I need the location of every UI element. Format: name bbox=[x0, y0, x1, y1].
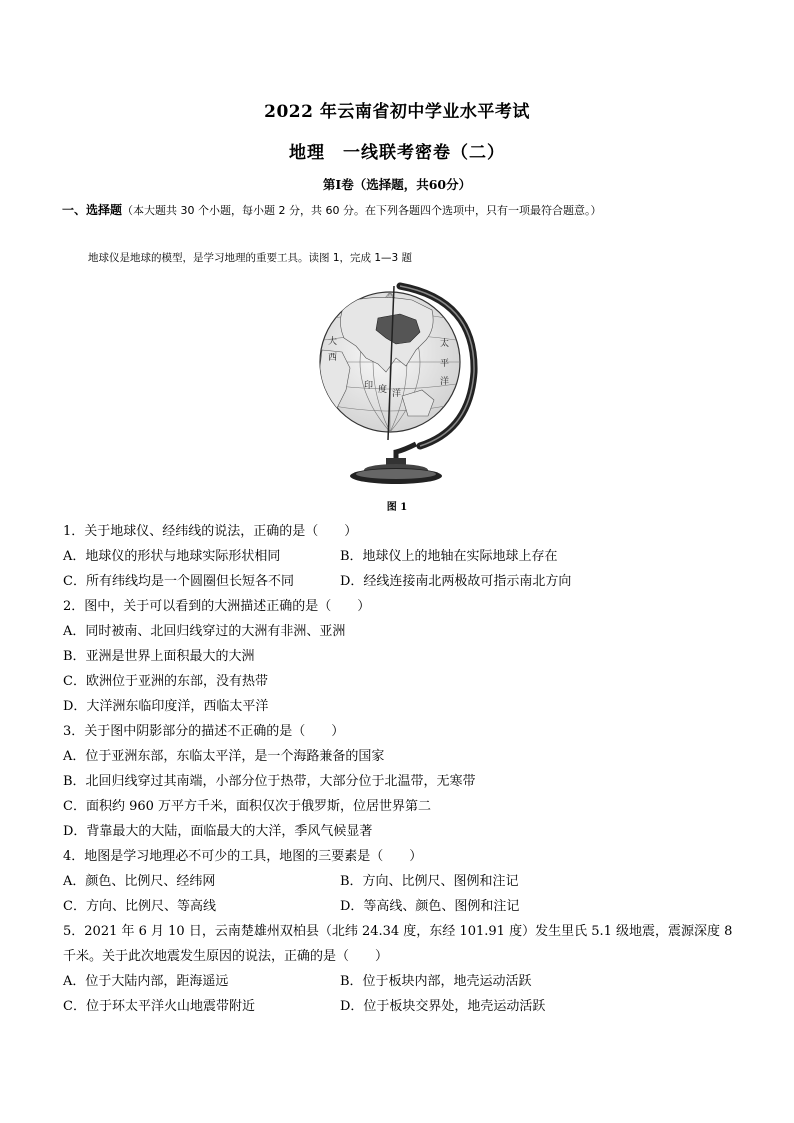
question-item bbox=[63, 844, 735, 919]
answer-option: D．大洋洲东临印度洋，西临太平洋 bbox=[63, 699, 269, 714]
answer-option: B．北回归线穿过其南端，小部分位于热带，大部分位于北温带，无寒带 bbox=[63, 774, 476, 789]
answer-option: B．亚洲是世界上面积最大的大洲 bbox=[63, 649, 255, 664]
part-heading: 第Ⅰ卷（选择题，共60分） bbox=[322, 177, 472, 192]
question-item bbox=[63, 719, 735, 844]
question-list bbox=[63, 519, 735, 1019]
answer-option: B．方向、比例尺、图例和注记 bbox=[340, 874, 519, 889]
globe-figure bbox=[316, 280, 478, 490]
answer-option: C．位于环太平洋火山地震带附近 bbox=[63, 999, 255, 1014]
question-stem: 1．关于地球仪、经纬线的说法，正确的是（ ） bbox=[63, 524, 358, 539]
answer-option: C．欧洲位于亚洲的东部，没有热带 bbox=[63, 674, 268, 689]
question-stem: 4．地图是学习地理必不可少的工具，地图的三要素是（ ） bbox=[63, 849, 423, 864]
globe-illustration bbox=[316, 280, 478, 490]
answer-option: A．颜色、比例尺、经纬网 bbox=[63, 874, 216, 889]
answer-option: D．等高线、颜色、图例和注记 bbox=[340, 899, 520, 914]
answer-option: B．地球仪上的地轴在实际地球上存在 bbox=[340, 549, 558, 564]
option-row bbox=[63, 969, 735, 994]
option-row bbox=[63, 894, 735, 919]
answer-option: C．所有纬线均是一个圆圈但长短各不同 bbox=[63, 574, 294, 589]
answer-option: C．面积约 960 万平方千米，面积仅次于俄罗斯，位居世界第二 bbox=[63, 799, 432, 814]
globe-label: 太 bbox=[440, 339, 450, 349]
globe-label: 平 bbox=[440, 359, 450, 369]
answer-option: D．背靠最大的大陆，面临最大的大洋，季风气候显著 bbox=[63, 824, 373, 839]
question-item bbox=[63, 594, 735, 719]
answer-option: A．位于大陆内部，距海遥远 bbox=[63, 974, 229, 989]
option-row bbox=[63, 544, 735, 569]
answer-option: A．同时被南、北回归线穿过的大洲有非洲、亚洲 bbox=[63, 624, 346, 639]
question-stem: 5．2021 年 6 月 10 日，云南楚雄州双柏县（北纬 24.34 度，东经 101.91 度）发生里氏 5.1 级地震，震源深度 8 千米。关于此次地震发生原因的说法，正确的是（ ） bbox=[63, 924, 733, 964]
section-heading: 一、选择题 bbox=[62, 203, 123, 217]
question-stem: 3．关于图中阴影部分的描述不正确的是（ ） bbox=[63, 724, 345, 739]
globe-label: 大 bbox=[328, 337, 338, 347]
answer-option: A．地球仪的形状与地球实际形状相同 bbox=[63, 549, 281, 564]
question-stem: 2．图中，关于可以看到的大洲描述正确的是（ ） bbox=[63, 599, 371, 614]
section-instructions bbox=[62, 198, 734, 223]
figure-caption: 图 1 bbox=[386, 502, 408, 513]
option-row bbox=[63, 869, 735, 894]
question-item bbox=[63, 519, 735, 594]
globe-label: 印 bbox=[364, 381, 374, 391]
question-intro: 地球仪是地球的模型，是学习地理的重要工具。读图 1，完成 1—3 题 bbox=[88, 252, 413, 264]
section-description: （本大题共 30 个小题，每小题 2 分，共 60 分。在下列各题四个选项中，只有一项最符合题意。） bbox=[122, 204, 602, 217]
answer-option: D．经线连接南北两极故可指示南北方向 bbox=[340, 574, 572, 589]
exam-subtitle: 地理 一线联考密卷（二） bbox=[289, 143, 505, 163]
answer-option: C．方向、比例尺、等高线 bbox=[63, 899, 216, 914]
answer-option: A．位于亚洲东部，东临太平洋，是一个海路兼备的国家 bbox=[63, 749, 385, 764]
option-row bbox=[63, 569, 735, 594]
answer-option: D．位于板块交界处，地壳运动活跃 bbox=[340, 999, 546, 1014]
option-row bbox=[63, 994, 735, 1019]
globe-label: 度 bbox=[378, 385, 388, 395]
globe-label: 洋 bbox=[440, 377, 450, 387]
question-item bbox=[63, 919, 735, 1019]
answer-option: B．位于板块内部，地壳运动活跃 bbox=[340, 974, 532, 989]
globe-label: 西 bbox=[328, 353, 338, 363]
exam-title: 2022 年云南省初中学业水平考试 bbox=[264, 102, 530, 122]
globe-label: 洋 bbox=[392, 389, 402, 399]
